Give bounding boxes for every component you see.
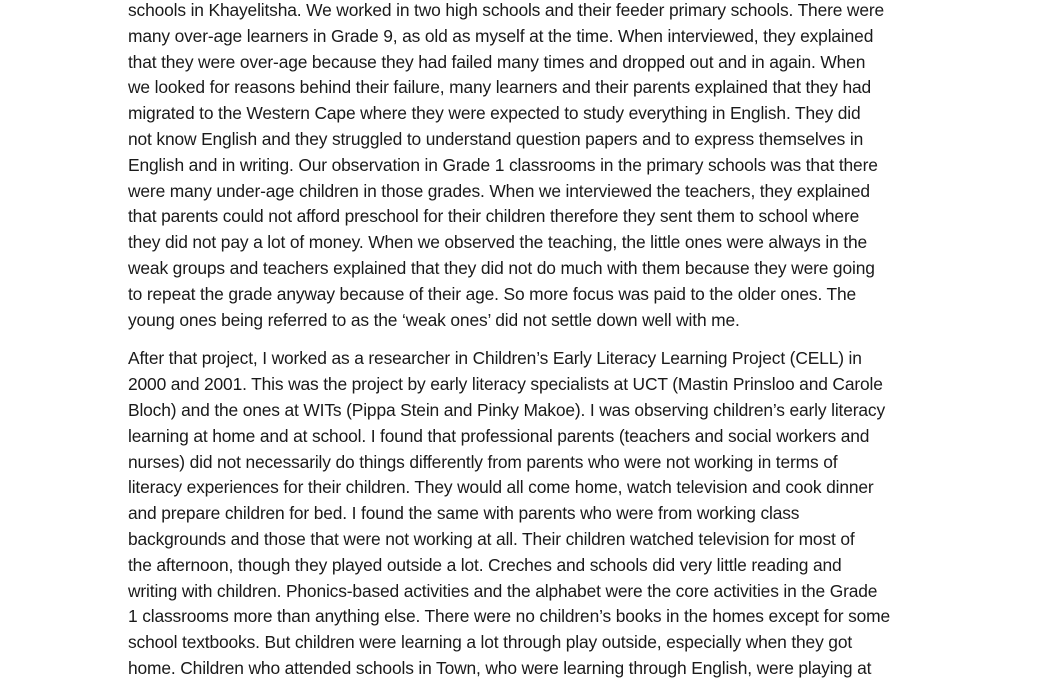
text-line: 2000 and 2001. This was the project by early literacy specialists at UCT (Mastin Prinsloo and Carole <box>128 374 883 395</box>
text-line: schools in Khayelitsha. We worked in two high schools and their feeder primary schools. There were <box>128 0 885 20</box>
text-line: nurses) did not necessarily do things differently from parents who were not working in terms of <box>128 451 838 472</box>
text-line: 1 classrooms more than anything else. There were no children’s books in the homes except for some <box>128 606 890 627</box>
paragraph-khayelitsha-research <box>128 0 933 333</box>
text-line: learning at home and at school. I found that professional parents (teachers and social workers and <box>128 425 870 446</box>
text-line: the afternoon, though they played outside a lot. Creches and schools did very little reading and <box>128 554 842 575</box>
text-line: backgrounds and those that were not working at all. Their children watched television for most of <box>128 528 855 549</box>
text-line: to repeat the grade anyway because of their age. So more focus was paid to the older ones. The <box>128 283 857 304</box>
text-line: many over-age learners in Grade 9, as old as myself at the time. When interviewed, they explained <box>128 25 874 46</box>
paragraph-cell-project <box>128 346 933 681</box>
text-line: Bloch) and the ones at WITs (Pippa Stein and Pinky Makoe). I was observing children’s early literacy <box>128 399 885 420</box>
text-line: that parents could not afford preschool for their children therefore they sent them to school where <box>128 206 860 227</box>
text-line: After that project, I worked as a researcher in Children’s Early Literacy Learning Project (CELL) in <box>128 348 862 369</box>
text-line: we looked for reasons behind their failure, many learners and their parents explained that they had <box>128 77 872 98</box>
text-line: were many under-age children in those grades. When we interviewed the teachers, they explained <box>128 180 870 201</box>
text-line: home. Children who attended schools in Town, who were learning through English, were playing at <box>128 657 872 678</box>
text-line: literacy experiences for their children. They would all come home, watch television and cook dinner <box>128 477 874 498</box>
text-line: weak groups and teachers explained that they did not do much with them because they were going <box>128 257 875 278</box>
text-line: young ones being referred to as the ‘weak ones’ did not settle down well with me. <box>128 309 740 330</box>
text-line: migrated to the Western Cape where they were expected to study everything in English. They did <box>128 103 861 124</box>
text-line: they did not pay a lot of money. When we observed the teaching, the little ones were always in the <box>128 232 868 253</box>
paragraph-spacer <box>128 333 933 346</box>
document-page <box>128 0 933 682</box>
text-line: that they were over-age because they had failed many times and dropped out and in again. When <box>128 51 866 72</box>
text-line: English and in writing. Our observation in Grade 1 classrooms in the primary schools was that there <box>128 154 878 175</box>
text-line: not know English and they struggled to understand question papers and to express themselves in <box>128 128 864 149</box>
text-line: and prepare children for bed. I found the same with parents who were from working class <box>128 503 800 524</box>
text-line: school textbooks. But children were learning a lot through play outside, especially when they got <box>128 632 853 653</box>
text-line: writing with children. Phonics-based activities and the alphabet were the core activities in the Grade <box>128 580 878 601</box>
